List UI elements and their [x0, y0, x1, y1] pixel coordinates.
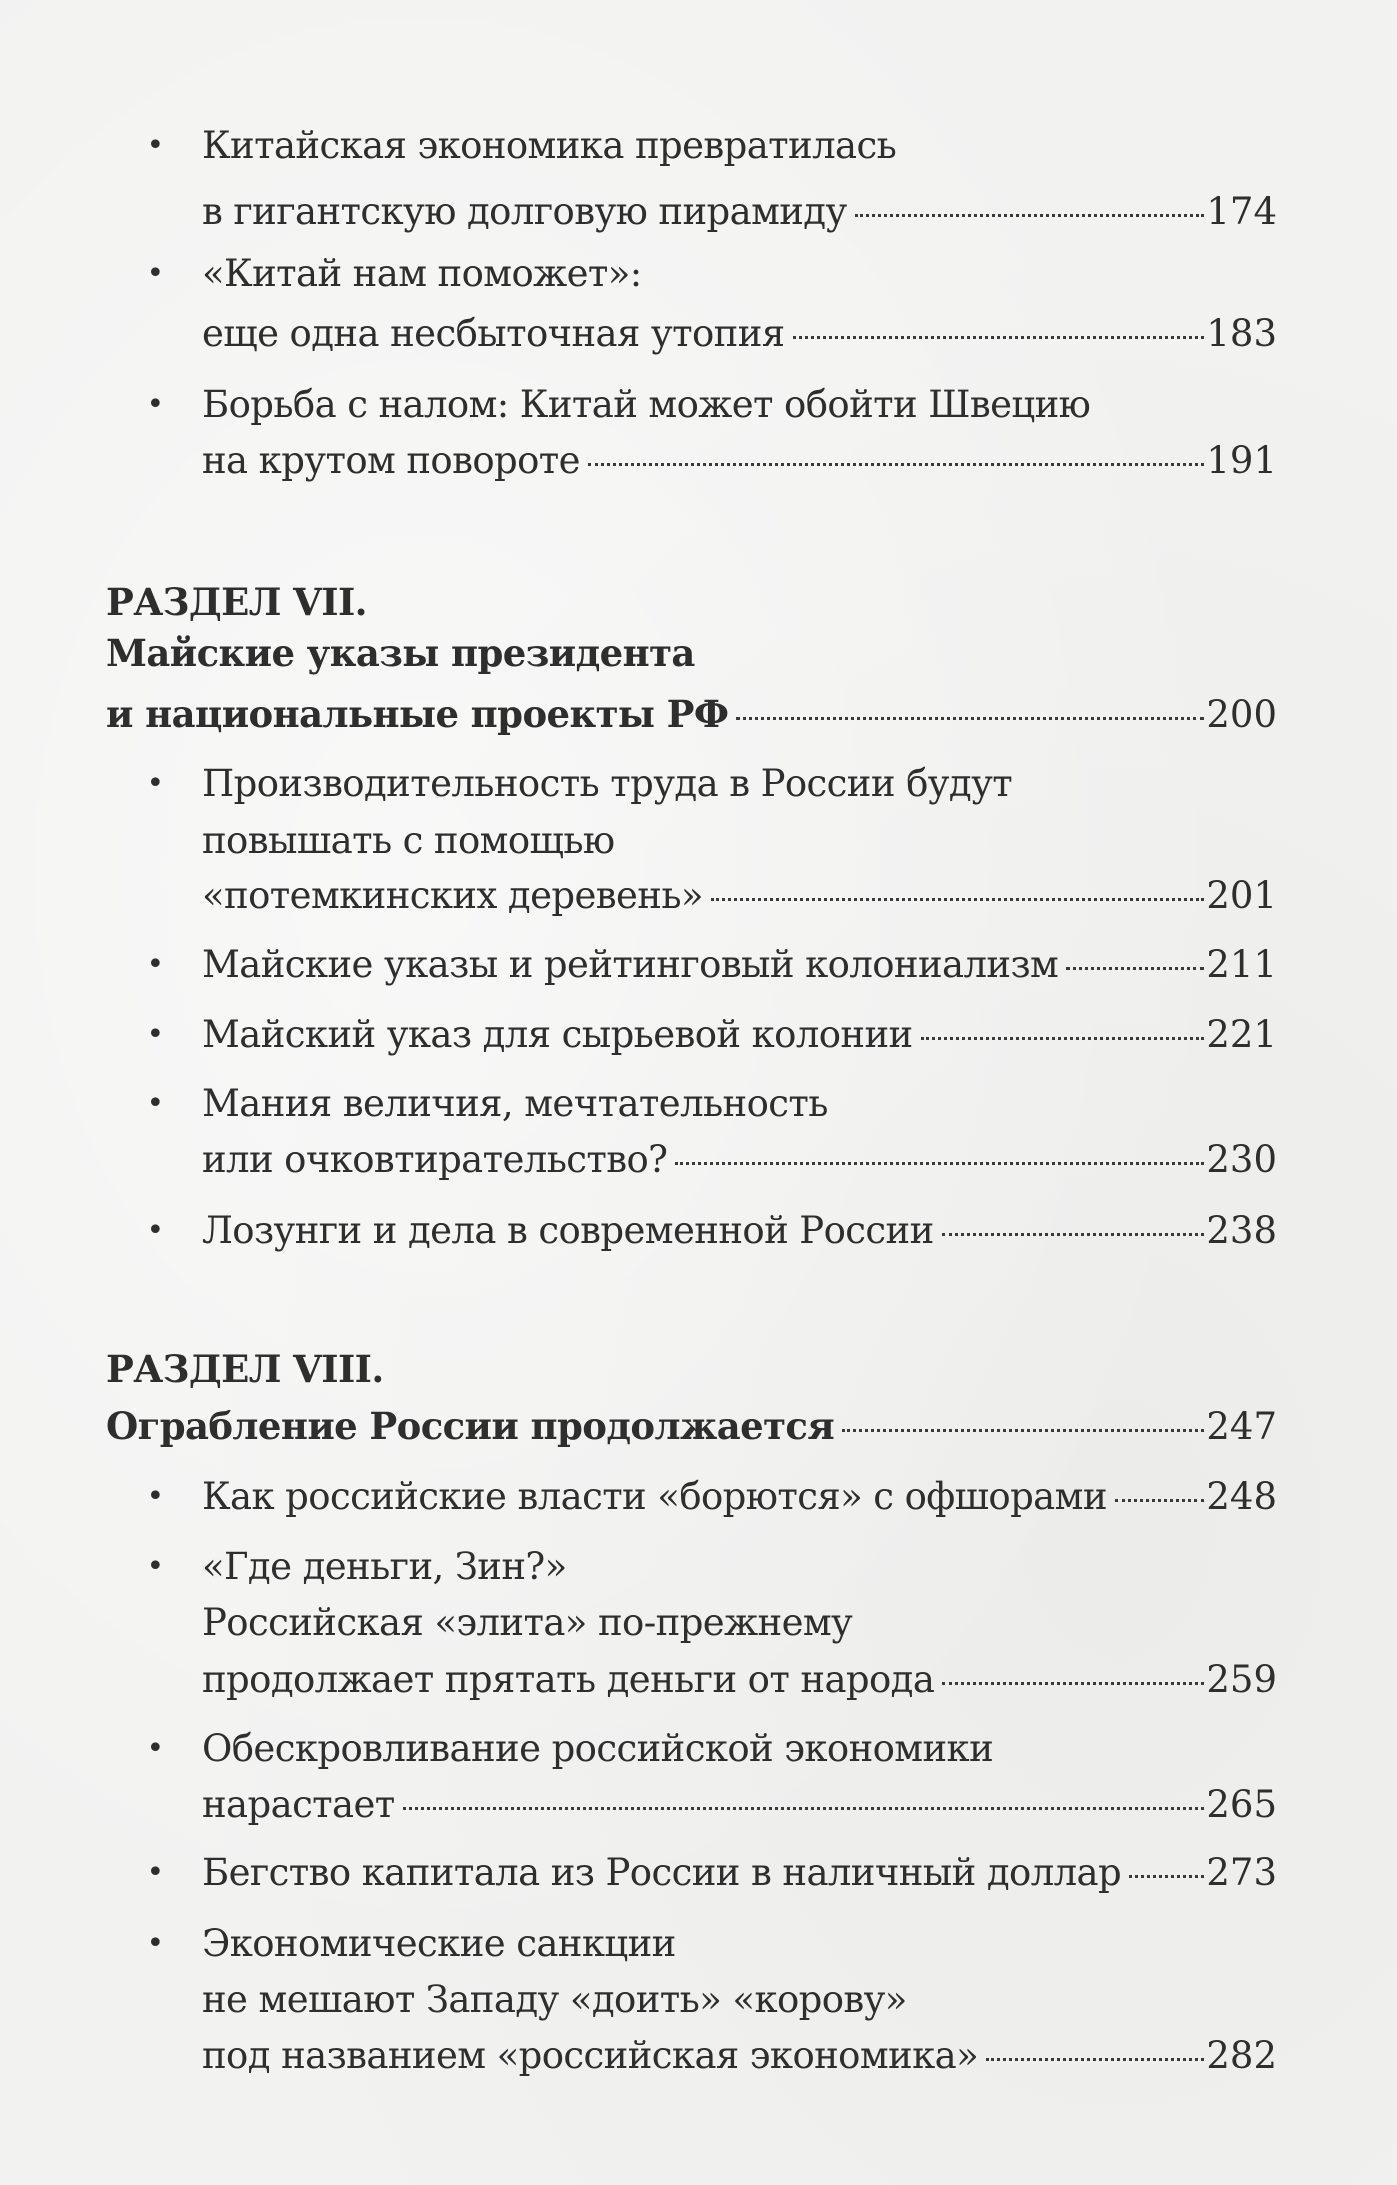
- toc-entry-last-line: [0, 2028, 1397, 2084]
- toc-entry-line: Борьба с налом: Китай может обойти Швецию: [202, 383, 1091, 426]
- toc-leader-row[interactable]: [202, 1007, 1277, 1063]
- toc-entry-line: Лозунги и дела в современной России: [202, 1209, 934, 1252]
- toc-leader-row[interactable]: [202, 1652, 1277, 1708]
- bullet-icon: •: [146, 1017, 164, 1052]
- toc-entry-line: на крутом повороте: [202, 439, 580, 482]
- bullet-icon: •: [146, 387, 164, 422]
- toc-entry-line: повышать с помощью: [202, 819, 615, 862]
- dot-leader: [986, 2058, 1204, 2061]
- bullet-icon: •: [146, 1549, 164, 1584]
- toc-entry: [0, 937, 1397, 993]
- toc-entry-line: Экономические санкции: [202, 1922, 676, 1965]
- toc-entry-last-line: [0, 868, 1397, 924]
- toc-entry: [0, 118, 1397, 174]
- section-title-line: Ограбление России продолжается: [106, 1404, 835, 1448]
- dot-leader: [942, 1682, 1204, 1685]
- dot-leader: [921, 1037, 1205, 1040]
- dot-leader: [942, 1233, 1205, 1236]
- dot-leader: [1066, 967, 1204, 970]
- toc-entry: [0, 1721, 1397, 1777]
- bullet-icon: •: [146, 1731, 164, 1766]
- toc-entry: [0, 1007, 1397, 1063]
- toc-entry: [0, 1203, 1397, 1259]
- dot-leader: [793, 336, 1205, 339]
- section-title-line: и национальные проекты РФ: [106, 692, 729, 736]
- toc-entry: [0, 246, 1397, 302]
- toc-entry-line: в гигантскую долговую пирамиду: [202, 190, 847, 233]
- toc-entry-last-line: [0, 1132, 1397, 1188]
- toc-entry-line: «Китай нам поможет»:: [202, 252, 642, 295]
- toc-entry-line: Российская «элита» по-прежнему: [202, 1601, 853, 1644]
- toc-entry: [0, 1539, 1397, 1595]
- bullet-icon: •: [146, 766, 164, 801]
- toc-leader-row[interactable]: [106, 686, 1277, 743]
- section-title: [0, 625, 1397, 681]
- toc-entry-line: под названием «российская экономика»: [202, 2034, 979, 2077]
- bullet-icon: •: [146, 1855, 164, 1890]
- toc-entry: [0, 1972, 1397, 2028]
- toc-leader-row[interactable]: [202, 306, 1277, 362]
- bullet-icon: •: [146, 1086, 164, 1121]
- toc-leader-row[interactable]: [202, 2028, 1277, 2084]
- page-number: 247: [1206, 1405, 1277, 1448]
- toc-leader-row[interactable]: [106, 1398, 1277, 1455]
- toc-entry-line: или очковтирательство?: [202, 1138, 668, 1181]
- toc-leader-row[interactable]: [202, 1469, 1277, 1525]
- dot-leader: [711, 898, 1204, 901]
- section-heading: [0, 574, 1397, 630]
- toc-entry-last-line: [0, 1652, 1397, 1708]
- toc-leader-row[interactable]: [202, 184, 1277, 240]
- section-title-last-line: [0, 686, 1397, 742]
- toc-entry-line: продолжает прятать деньги от народа: [202, 1658, 935, 1701]
- page-number: 265: [1206, 1783, 1277, 1826]
- bullet-icon: •: [146, 1213, 164, 1248]
- page-number: 259: [1206, 1658, 1277, 1701]
- section-heading: [0, 1341, 1397, 1397]
- toc-leader-row[interactable]: [202, 937, 1277, 993]
- toc-entry: [0, 1076, 1397, 1132]
- toc-entry-last-line: [0, 433, 1397, 489]
- page-number: 183: [1206, 312, 1277, 355]
- dot-leader: [675, 1162, 1204, 1165]
- page-number: 201: [1206, 874, 1277, 917]
- section-label: РАЗДЕЛ VII.: [106, 580, 367, 624]
- toc-entry-line: еще одна несбыточная утопия: [202, 312, 785, 355]
- dot-leader: [736, 717, 1204, 720]
- toc-entry: [0, 1845, 1397, 1901]
- toc-leader-row[interactable]: [202, 1132, 1277, 1188]
- dot-leader: [588, 463, 1204, 466]
- bullet-icon: •: [146, 1479, 164, 1514]
- toc-leader-row[interactable]: [202, 1845, 1277, 1901]
- toc-entry-line: Как российские власти «борются» с офшорами: [202, 1475, 1107, 1518]
- toc-entry: [0, 1469, 1397, 1525]
- toc-entry-line: «Где деньги, Зин?»: [202, 1545, 567, 1588]
- toc-entry-line: Майские указы и рейтинговый колониализм: [202, 943, 1059, 986]
- dot-leader: [403, 1807, 1205, 1810]
- toc-entry-last-line: [0, 306, 1397, 362]
- bullet-icon: •: [146, 256, 164, 291]
- section-title-line: Майские указы президента: [106, 631, 695, 675]
- toc-entry-line: не мешают Западу «доить» «корову»: [202, 1978, 907, 2021]
- toc-leader-row[interactable]: [202, 1777, 1277, 1833]
- toc-entry: [0, 1916, 1397, 1972]
- toc-entry-line: Бегство капитала из России в наличный доллар: [202, 1851, 1122, 1894]
- toc-entry-line: «потемкинских деревень»: [202, 874, 703, 917]
- toc-entry-line: Китайская экономика превратилась: [202, 124, 897, 167]
- page-number: 191: [1206, 439, 1277, 482]
- page-number: 221: [1206, 1013, 1277, 1056]
- toc-entry-line: Майский указ для сырьевой колонии: [202, 1013, 913, 1056]
- page-number: 200: [1206, 693, 1277, 736]
- page-number: 273: [1206, 1851, 1277, 1894]
- toc-leader-row[interactable]: [202, 433, 1277, 489]
- dot-leader: [842, 1429, 1204, 1432]
- page-number: 238: [1206, 1209, 1277, 1252]
- bullet-icon: •: [146, 1926, 164, 1961]
- toc-leader-row[interactable]: [202, 1203, 1277, 1259]
- dot-leader: [1115, 1499, 1204, 1502]
- toc-entry-line: Обескровливание российской экономики: [202, 1727, 994, 1770]
- bullet-icon: •: [146, 947, 164, 982]
- toc-entry: [0, 756, 1397, 812]
- toc-entry-line: нарастает: [202, 1783, 395, 1826]
- toc-entry: [0, 377, 1397, 433]
- page-number: 174: [1206, 190, 1277, 233]
- page-number: 282: [1206, 2034, 1277, 2077]
- toc-entry-line: Производительность труда в России будут: [202, 762, 1013, 805]
- toc-entry: [0, 813, 1397, 869]
- dot-leader: [855, 214, 1205, 217]
- page-number: 230: [1206, 1138, 1277, 1181]
- bullet-icon: •: [146, 128, 164, 163]
- page-number: 211: [1206, 943, 1277, 986]
- toc-entry: [0, 1595, 1397, 1651]
- toc-entry-last-line: [0, 1777, 1397, 1833]
- toc-leader-row[interactable]: [202, 868, 1277, 924]
- page-number: 248: [1206, 1475, 1277, 1518]
- toc-entry-line: Мания величия, мечтательность: [202, 1082, 828, 1125]
- dot-leader: [1129, 1875, 1204, 1878]
- toc-entry-last-line: [0, 184, 1397, 240]
- section-title-last-line: [0, 1398, 1397, 1454]
- section-label: РАЗДЕЛ VIII.: [106, 1347, 384, 1391]
